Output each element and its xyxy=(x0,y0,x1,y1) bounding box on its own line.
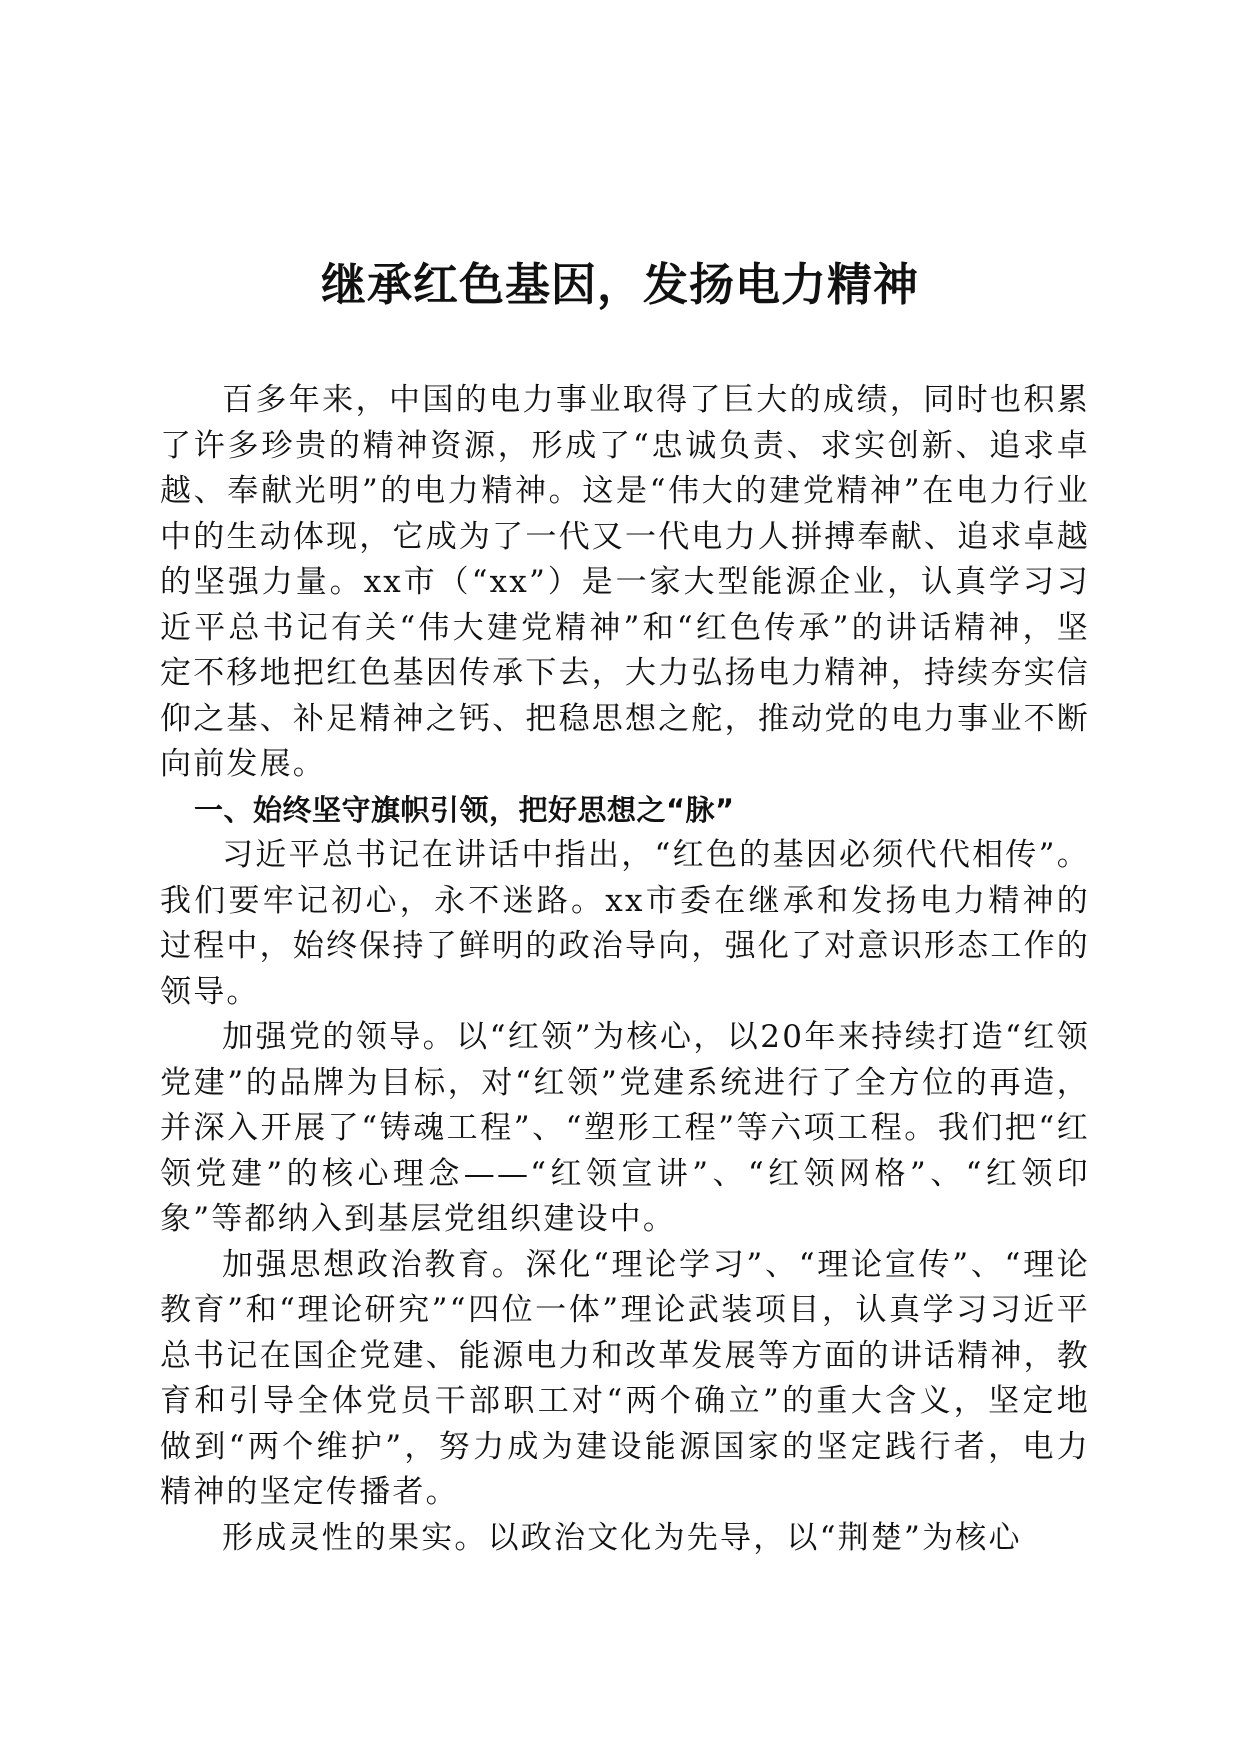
paragraph-intro: 百多年来，中国的电力事业取得了巨大的成绩，同时也积累了许多珍贵的精神资源，形成了“忠诚负责、求实创新、追求卓越、奉献光明”的电力精神。这是“伟大的建党精神”在电力行业中的生动体现，它成为了一代又一代电力人拼搏奉献、追求卓越的坚强力量。xx市（“xx”）是一家大型能源企业，认真学习习近平总书记有关“伟大建党精神”和“红色传承”的讲话精神，坚定不移地把红色基因传承下去，大力弘扬电力精神，持续夯实信仰之基、补足精神之钙、把稳思想之舵，推动党的电力事业不断向前发展。 xyxy=(160,382,1090,782)
section-heading: 一、始终坚守旗帜引领，把好思想之“脉” xyxy=(194,792,735,827)
paragraph-section-intro: 习近平总书记在讲话中指出，“红色的基因必须代代相传”。我们要牢记初心，永不迷路。xx市委在继承和发扬电力精神的过程中，始终保持了鲜明的政治导向，强化了对意识形态工作的领导。 xyxy=(160,837,1090,1010)
paragraph-political-education: 加强思想政治教育。深化“理论学习”、“理论宣传”、“理论教育”和“理论研究”“四位一体”理论武装项目，认真学习习近平总书记在国企党建、能源电力和改革发展等方面的讲话精神，教育和引导全体党员干部职工对“两个确立”的重大含义，坚定地做到“两个维护”，努力成为建设能源国家的坚定践行者，电力精神的坚定传播者。 xyxy=(160,1246,1090,1510)
paragraph-fruits: 形成灵性的果实。以政治文化为先导，以“荆楚”为核心 xyxy=(222,1519,1022,1556)
paragraph-party-leadership: 加强党的领导。以“红领”为核心，以20年来持续打造“红领党建”的品牌为目标，对“红领”党建系统进行了全方位的再造，并深入开展了“铸魂工程”、“塑形工程”等六项工程。我们把“红领党建”的核心理念——“红领宣讲”、“红领网格”、“红领印象”等都纳入到基层党组织建设中。 xyxy=(160,1019,1090,1237)
document-title: 继承红色基因，发扬电力精神 xyxy=(320,258,919,311)
document-body xyxy=(160,378,1090,1561)
